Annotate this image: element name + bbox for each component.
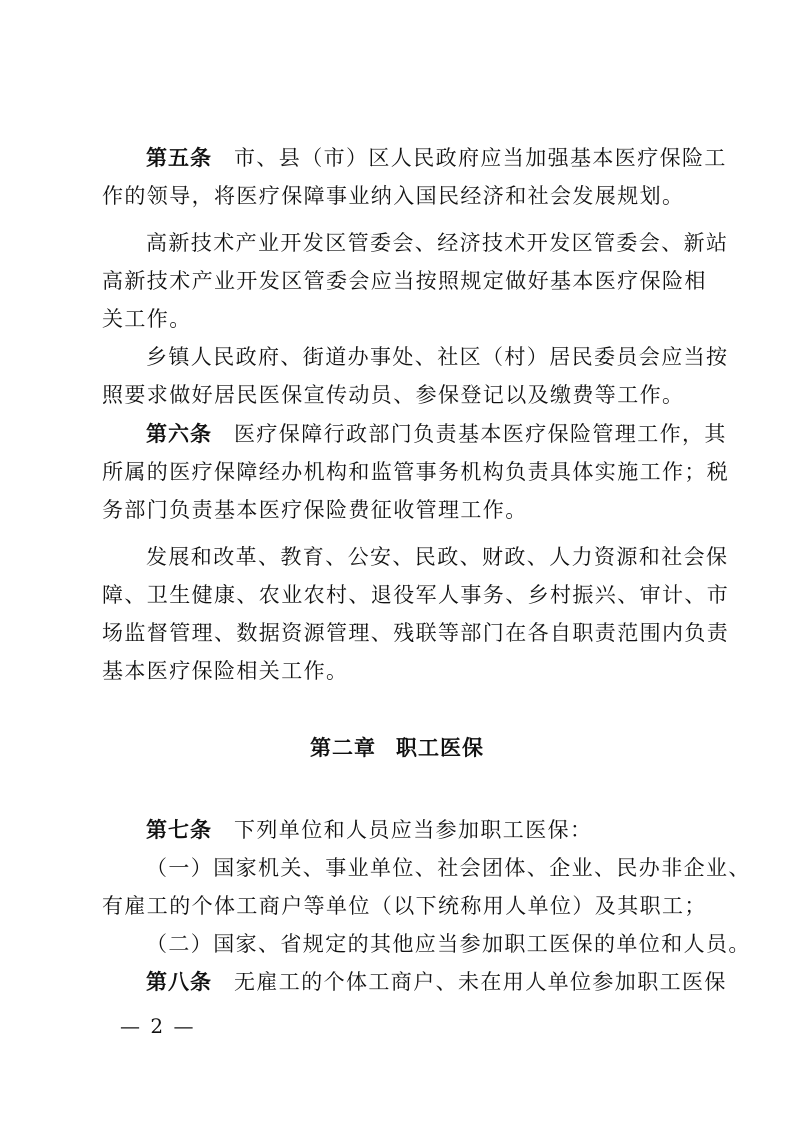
article-6-para-2-line-1: 发展和改革、教育、公安、民政、财政、人力资源和社会保 [146, 545, 729, 569]
article-5-line-1 [146, 143, 727, 173]
article-6-para-2-line-3: 场监督管理、数据资源管理、残联等部门在各自职责范围内负责 [102, 621, 730, 645]
article-5-para-2-line-3: 关工作。 [102, 307, 192, 331]
chapter-number: 第二章 [310, 736, 376, 760]
article-5-para-2-line-2: 高新技术产业开发区管委会应当按照规定做好基本医疗保险相 [102, 269, 707, 293]
article-5-para-3-line-2: 照要求做好居民医保宣传动员、参保登记以及缴费等工作。 [102, 383, 685, 407]
article-8-line-1 [146, 967, 727, 997]
article-6-line-2: 所属的医疗保障经办机构和监管事务机构负责具体实施工作；税 [102, 460, 730, 484]
article-6-para-2-line-2: 障、卫生健康、农业农村、退役军人事务、乡村振兴、审计、市 [102, 583, 730, 607]
article-6-line-3: 务部门负责基本医疗保险费征收管理工作。 [102, 498, 528, 522]
article-6-label: 第六条 [146, 422, 212, 446]
article-7-item-1-line-1: （一）国家机关、事业单位、社会团体、企业、民办非企业、 [146, 856, 751, 880]
article-7-label: 第七条 [146, 818, 212, 842]
article-5-para-2-line-1: 高新技术产业开发区管委会、经济技术开发区管委会、新站 [146, 231, 729, 255]
article-5-label: 第五条 [146, 146, 212, 170]
article-7-item-1-line-2: 有雇工的个体工商户等单位（以下统称用人单位）及其职工； [102, 894, 707, 918]
page-number: — 2 — [120, 1014, 196, 1038]
article-8-label: 第八条 [146, 970, 212, 994]
article-7-item-2-line-1: （二）国家、省规定的其他应当参加职工医保的单位和人员。 [146, 932, 751, 956]
chapter-title: 职工医保 [396, 736, 484, 760]
article-6-text-1: 医疗保障行政部门负责基本医疗保险管理工作，其 [234, 422, 727, 446]
article-8-text-1: 无雇工的个体工商户、未在用人单位参加职工医保 [234, 970, 727, 994]
article-7-text-1: 下列单位和人员应当参加职工医保： [234, 818, 593, 842]
article-5-para-3-line-1: 乡镇人民政府、街道办事处、社区（村）居民委员会应当按 [146, 345, 729, 369]
chapter-heading [0, 733, 794, 763]
article-7-line-1 [146, 815, 702, 845]
article-5-text-1: 市、县（市）区人民政府应当加强基本医疗保险工 [234, 146, 727, 170]
article-6-line-1 [146, 419, 727, 449]
article-5-line-2: 作的领导，将医疗保障事业纳入国民经济和社会发展规划。 [102, 184, 685, 208]
article-6-para-2-line-4: 基本医疗保险相关工作。 [102, 659, 349, 683]
